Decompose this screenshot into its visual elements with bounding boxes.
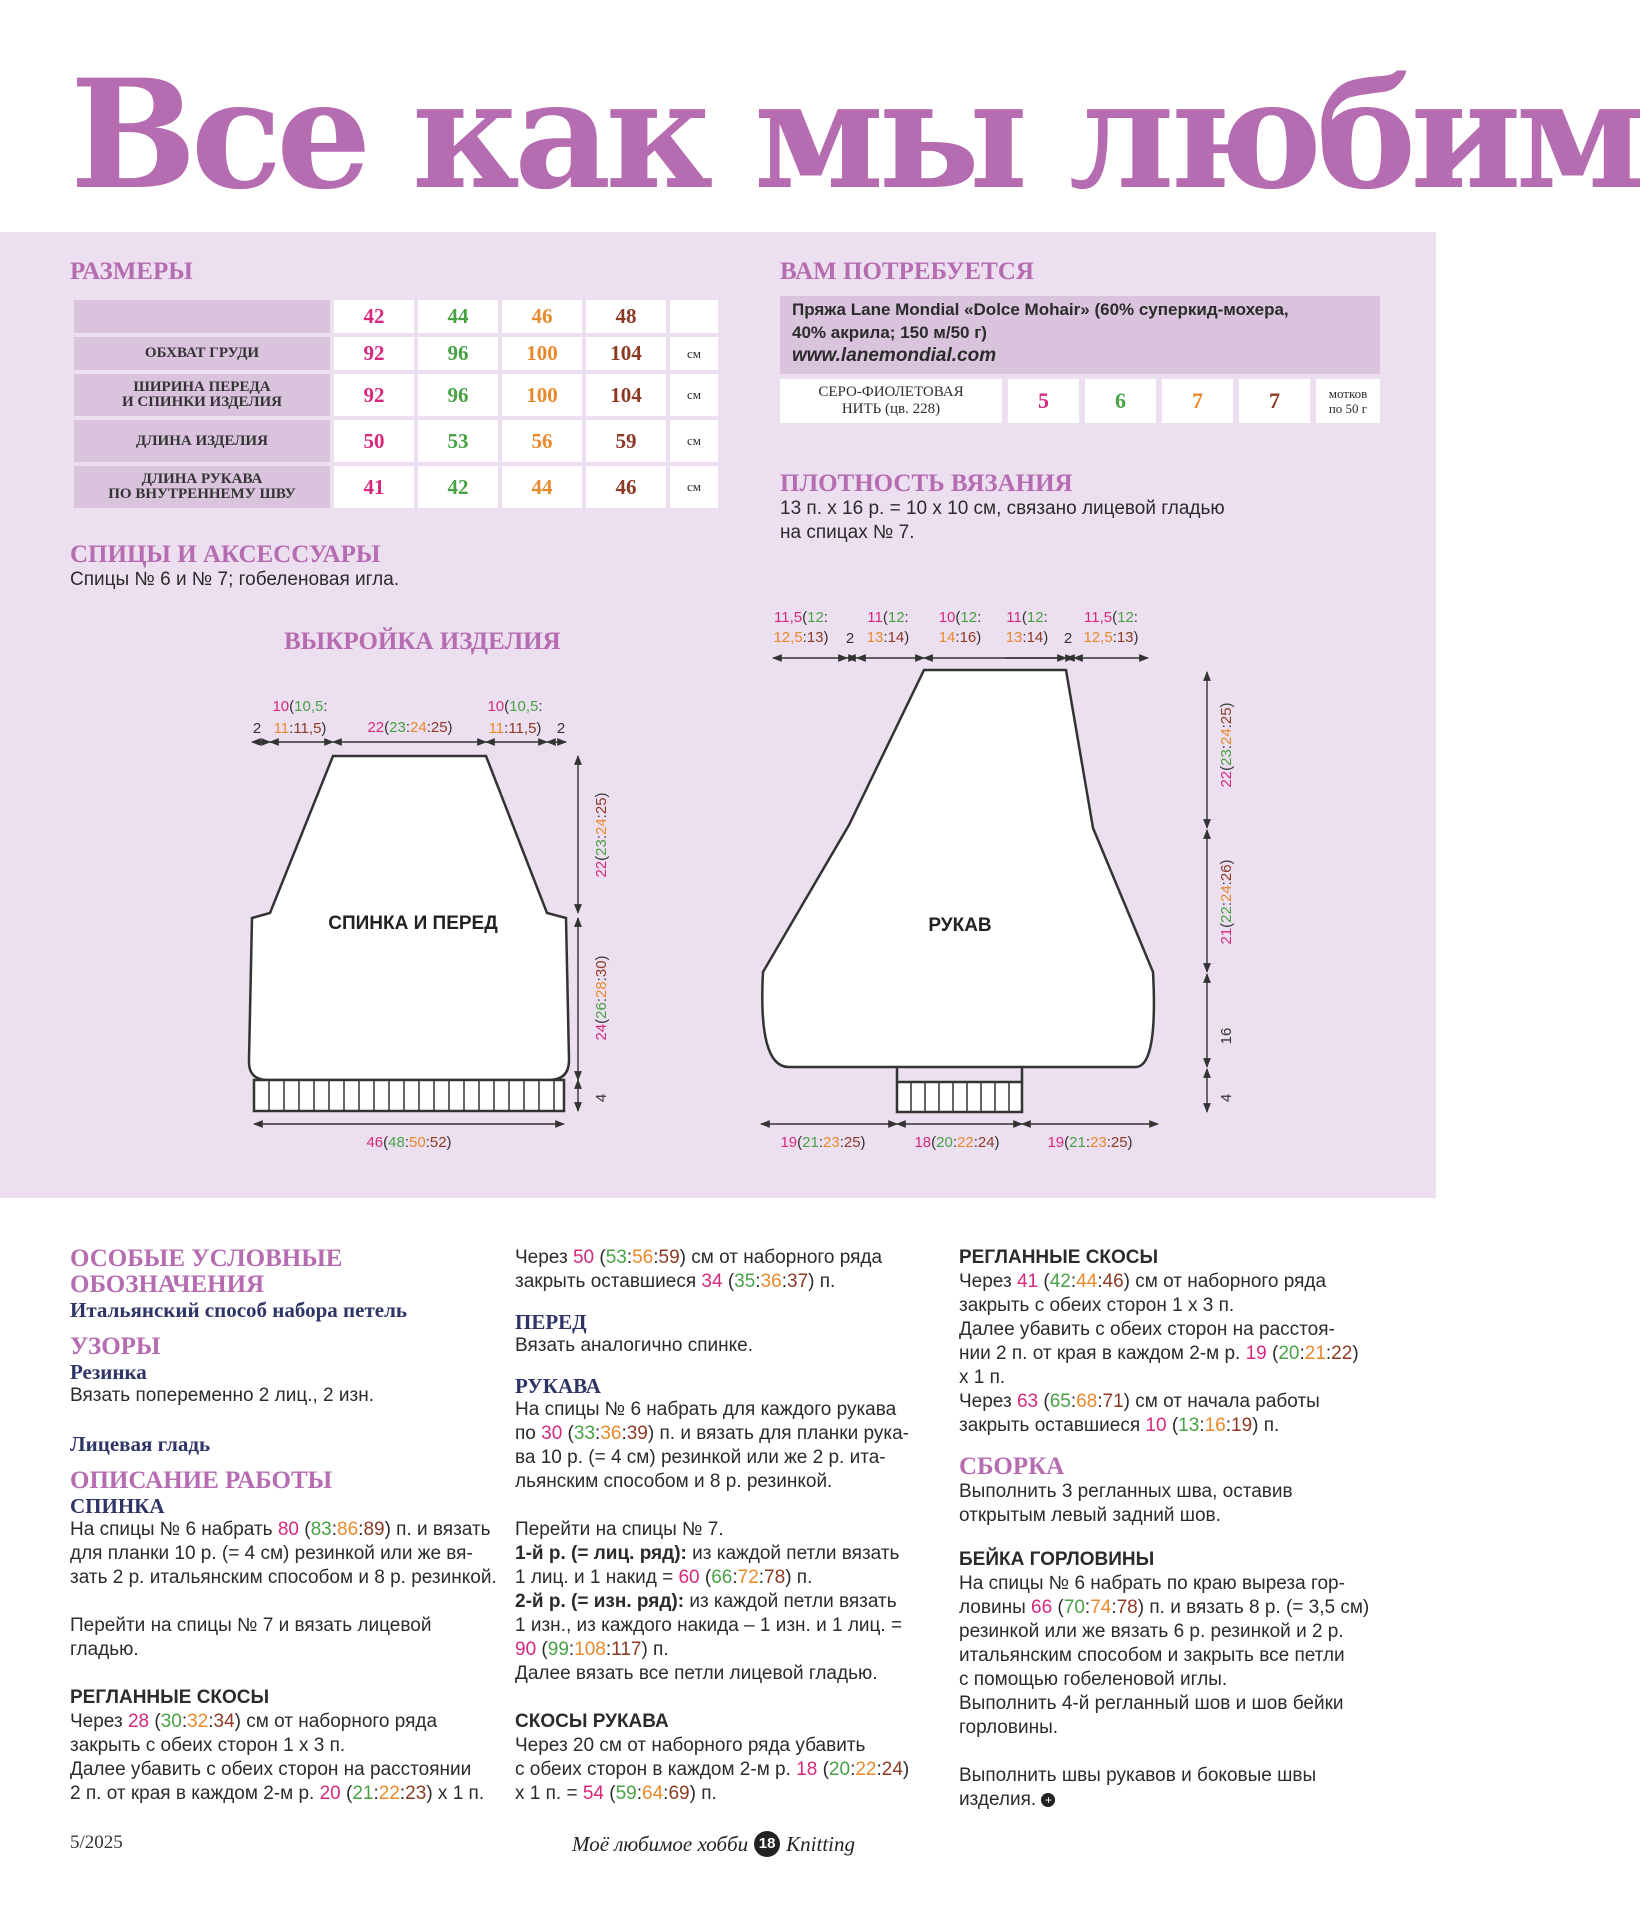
sleeve-shape <box>762 670 1154 1067</box>
dim-label: 2 <box>1063 630 1073 647</box>
dim-label: 22(23:24:25) <box>1218 702 1235 788</box>
dim-label: 13:14) <box>1005 629 1049 646</box>
needles-text: Спицы № 6 и № 7; гобеленовая игла. <box>70 569 400 590</box>
size-value: 100 <box>502 337 582 370</box>
dim-label: 11(12: <box>1006 609 1048 626</box>
back-finish-text: Через 50 (53:56:59) см от наборного ряда закрыть оставшиеся 34 (35:36:37) п. <box>515 1247 883 1292</box>
dim-label: 11,5(12: <box>1084 609 1138 626</box>
page-number: 18 <box>754 1831 780 1857</box>
special-heading: ОСОБЫЕ УСЛОВНЫЕ ОБОЗНАЧЕНИЯ <box>70 1245 343 1298</box>
size-value: 59 <box>586 420 666 462</box>
dim-label: 4 <box>1218 1093 1235 1103</box>
sleeve-slope-heading: СКОСЫ РУКАВА <box>515 1711 669 1732</box>
gauge-text: 13 п. х 16 р. = 10 х 10 см, связано лицевой гладью на спицах № 7. <box>780 498 1225 543</box>
stockinette-heading: Лицевая гладь <box>70 1432 211 1456</box>
size-value: 44 <box>502 466 582 508</box>
sleeve-rib <box>897 1082 1022 1112</box>
dim-label: 19(21:23:25) <box>1047 1134 1133 1151</box>
dim-label: 2 <box>845 630 855 647</box>
sleeves-text-2: Перейти на спицы № 7. 1-й р. (= лиц. ряд): из каждой петли вязать 1 лиц. и 1 накид = 60 (66:72:78) п. 2-й р. (= изн. ряд): из каждой петли вязать 1 изн., из каждого накида – 1 изн. и 1 лиц. = 90 (99:108:117) п. Далее вязать все петли лицевой гладью. <box>515 1519 903 1684</box>
size-value: 104 <box>586 374 666 416</box>
size-row-label: ШИРИНА ПЕРЕДА И СПИНКИ ИЗДЕЛИЯ <box>74 374 330 416</box>
size-value: 46 <box>586 466 666 508</box>
size-value: 92 <box>334 374 414 416</box>
column-2 <box>515 1246 945 1806</box>
raglan-heading: РЕГЛАННЫЕ СКОСЫ <box>70 1687 270 1708</box>
dim-label: 13:14) <box>866 629 910 646</box>
dim-label: 18(20:22:24) <box>914 1134 1000 1151</box>
sizes-heading: РАЗМЕРЫ <box>70 258 193 285</box>
dim-label: 12,5:13) <box>1083 629 1139 646</box>
magazine-name: Моё любимое хобби <box>572 1831 749 1856</box>
sleeve-raglan-text: Через 41 (42:44:46) см от наборного ряда закрыть с обеих сторон 1 х 3 п. Далее убавить с обеих сторон на расстоя- нии 2 п. от края в каждом 2-м р. 19 (20:21:22) х 1 п. Через 63 (65:68:71) см от начала работы закрыть оставшиеся 10 (13:16:19) п. <box>959 1271 1359 1436</box>
body-label: СПИНКА И ПЕРЕД <box>328 913 498 934</box>
size-row-label: ДЛИНА РУКАВА ПО ВНУТРЕННЕМУ ШВУ <box>74 466 330 508</box>
back-text-2: Перейти на спицы № 7 и вязать лицевой гладью. <box>70 1615 432 1660</box>
sleeves-heading: РУКАВА <box>515 1374 601 1398</box>
yarn-amount: 7 <box>1162 379 1233 423</box>
size-value: 104 <box>586 337 666 370</box>
back-text: На спицы № 6 набрать 80 (83:86:89) п. и вязать для планки 10 р. (= 4 см) резинкой или же вя- зать 2 р. итальянским способом и 8 р. резинкой. <box>70 1519 497 1588</box>
final-text: Выполнить швы рукавов и боковые швы изделия. + <box>959 1765 1317 1810</box>
body-rib <box>254 1080 564 1111</box>
footer-branding <box>572 1830 855 1858</box>
size-value: 56 <box>502 420 582 462</box>
rib-text: Вязать попеременно 2 лиц., 2 изн. <box>70 1385 374 1406</box>
pattern-heading: ВЫКРОЙКА ИЗДЕЛИЯ <box>284 628 561 655</box>
sleeves-text: На спицы № 6 набрать для каждого рукава по 30 (33:36:39) п. и вязать для планки рука- ва 10 р. (= 4 см) резинкой или же 2 р. ита- льянским способом и 8 р. резинкой. <box>515 1399 909 1492</box>
size-value: 41 <box>334 466 414 508</box>
sleeve-label: РУКАВ <box>928 915 992 936</box>
dim-label: 11,5(12: <box>774 609 828 626</box>
dim-label: 10(10,5: <box>272 698 328 715</box>
page-title: Все как мы любим <box>70 47 1640 223</box>
dim-label: 46(48:50:52) <box>366 1134 452 1151</box>
yarn-amount: 6 <box>1085 379 1156 423</box>
dim-label: 24(26:28:30) <box>593 955 610 1041</box>
patterns-heading: УЗОРЫ <box>70 1333 161 1360</box>
materials-heading: ВАМ ПОТРЕБУЕТСЯ <box>780 258 1034 285</box>
dim-label: 16 <box>1218 1027 1235 1045</box>
size-value: 100 <box>502 374 582 416</box>
assembly-text: Выполнить 3 регланных шва, оставив открытым левый задний шов. <box>959 1481 1293 1526</box>
neckband-text: На спицы № 6 набрать по краю выреза гор- ловины 66 (70:74:78) п. и вязать 8 р. (= 3,5 см) резинкой или же вязать 6 р. резинкой и 2 р. итальянским способом и закрыть все петли с помощью гобеленовой иглы. Выполнить 4-й регланный шов и шов бейки горловины. <box>959 1573 1370 1738</box>
size-value: 42 <box>418 466 498 508</box>
size-value: 96 <box>418 337 498 370</box>
size-value: 50 <box>334 420 414 462</box>
dim-label: 4 <box>593 1093 610 1103</box>
raglan-text: Через 28 (30:32:34) см от наборного ряда закрыть с обеих сторон 1 х 3 п. Далее убавить с обеих сторон на расстоянии 2 п. от края в каждом 2-м р. 20 (21:22:23) х 1 п. <box>70 1711 485 1804</box>
yarn-amount: 5 <box>1008 379 1079 423</box>
size-value: 96 <box>418 374 498 416</box>
dim-label: 10(12: <box>938 609 982 626</box>
size-unit: см <box>670 337 718 370</box>
dim-label: 14:16) <box>938 629 982 646</box>
gauge-heading: ПЛОТНОСТЬ ВЯЗАНИЯ <box>780 470 1073 497</box>
column-1 <box>70 1246 500 1806</box>
yarn-color-label: СЕРО-ФИОЛЕТОВАЯ НИТЬ (цв. 228) <box>780 379 1002 423</box>
work-heading: ОПИСАНИЕ РАБОТЫ <box>70 1467 333 1494</box>
back-heading: СПИНКА <box>70 1494 165 1518</box>
dim-label: 19(21:23:25) <box>780 1134 866 1151</box>
yarn-amount: 7 <box>1239 379 1310 423</box>
size-value: 53 <box>418 420 498 462</box>
yarn-unit: мотков по 50 г <box>1316 379 1380 423</box>
italian-cast-on: Итальянский способ набора петель <box>70 1298 407 1322</box>
dim-label: 2 <box>252 720 262 737</box>
dim-label: 11:11,5) <box>488 720 542 737</box>
column-3 <box>959 1246 1379 1812</box>
sleeve-slope-text: Через 20 см от наборного ряда убавить с обеих сторон в каждом 2-м р. 18 (20:22:24) х 1 п. = 54 (59:64:69) п. <box>515 1735 910 1804</box>
dim-label: 11(12: <box>867 609 909 626</box>
dim-label: 22(23:24:25) <box>367 719 453 736</box>
front-text: Вязать аналогично спинке. <box>515 1335 754 1356</box>
size-header: 42 <box>334 300 414 333</box>
size-row-label: ДЛИНА ИЗДЕЛИЯ <box>74 420 330 462</box>
dim-label: 12,5:13) <box>773 629 829 646</box>
end-mark-icon: + <box>1041 1793 1055 1807</box>
dim-label: 22(23:24:25) <box>593 792 610 878</box>
yarn-line-2: 40% акрила; 150 м/50 г) <box>792 323 987 342</box>
dim-label: 21(22:24:26) <box>1218 859 1235 945</box>
yarn-url: www.lanemondial.com <box>792 345 997 366</box>
rib-heading: Резинка <box>70 1360 147 1384</box>
size-header: 48 <box>586 300 666 333</box>
yarn-line-1: Пряжа Lane Mondial «Dolce Mohair» (60% суперкид-мохера, <box>792 300 1289 319</box>
neckband-heading: БЕЙКА ГОРЛОВИНЫ <box>959 1549 1155 1570</box>
dim-label: 11:11,5) <box>273 720 327 737</box>
size-row-label: ОБХВАТ ГРУДИ <box>74 337 330 370</box>
size-unit: см <box>670 374 718 416</box>
issue-number: 5/2025 <box>70 1832 123 1853</box>
dim-label: 10(10,5: <box>487 698 543 715</box>
size-header: 44 <box>418 300 498 333</box>
needles-heading: СПИЦЫ И АКСЕССУАРЫ <box>70 541 381 568</box>
size-value: 92 <box>334 337 414 370</box>
assembly-heading: СБОРКА <box>959 1453 1065 1480</box>
size-unit: см <box>670 466 718 508</box>
section-name: Knitting <box>786 1831 855 1856</box>
sleeve-raglan-heading: РЕГЛАННЫЕ СКОСЫ <box>959 1247 1159 1268</box>
dim-label: 2 <box>556 720 566 737</box>
size-header: 46 <box>502 300 582 333</box>
front-heading: ПЕРЕД <box>515 1310 587 1334</box>
size-unit: см <box>670 420 718 462</box>
